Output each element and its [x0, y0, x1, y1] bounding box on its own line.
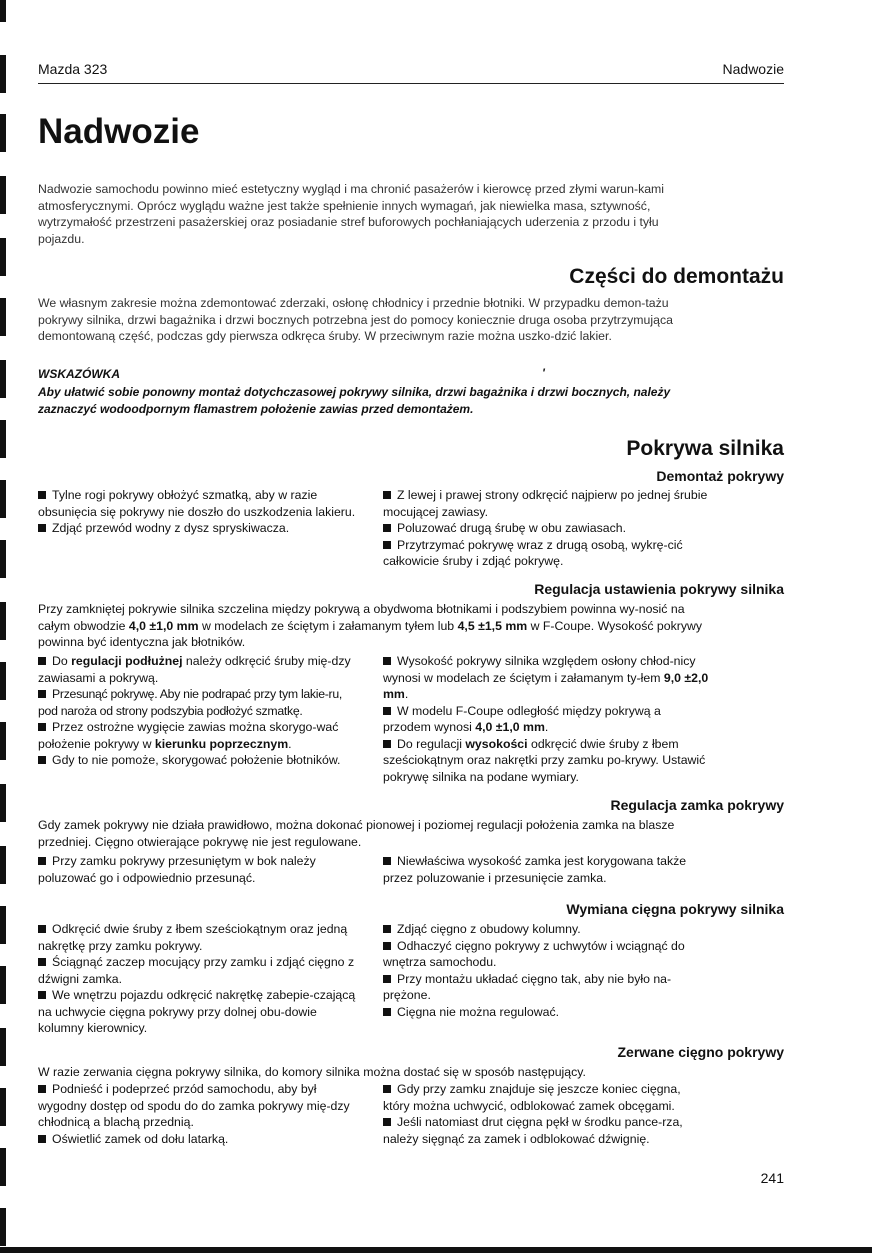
bullet-icon	[38, 723, 46, 731]
binding-mark	[0, 238, 6, 276]
list-item: Tylne rogi pokrywy obłożyć szmatką, aby w razie obsunięcia się pokrywy nie doszło do uszkodzenia lakieru.	[38, 488, 356, 519]
note-text: Aby ułatwić sobie ponowny montaż dotychczasowej pokrywy silnika, drzwi bagażnika i drzwi bocznych, należy zaznaczyć wodoodpornym flamastrem położenie zawias przed demontażem.	[38, 385, 671, 416]
bullet-icon	[383, 857, 391, 865]
heading-czesci: Części do demontażu	[569, 265, 784, 288]
zerwane-intro: W razie zerwania cięgna pokrywy silnika, do komory silnika można dostać się w sposób następujący.	[38, 1065, 586, 1079]
bullet-icon	[383, 1008, 391, 1016]
zamek-left	[38, 853, 364, 886]
zerwane-right	[383, 1081, 709, 1147]
header-rule	[38, 83, 784, 84]
heading-regulacja: Regulacja ustawienia pokrywy silnika	[534, 581, 784, 597]
binding-mark	[0, 420, 6, 458]
bullet-icon	[38, 991, 46, 999]
heading-demontaz: Demontaż pokrywy	[656, 468, 784, 484]
list-item: Do regulacji wysokości odkręcić dwie śruby z łbem sześciokątnym oraz nakrętki przy zamku po-krywy. Ustawić pokrywę silnika na podane wymiary.	[383, 736, 706, 784]
list-item: Poluzować drugą śrubę w obu zawiasach.	[383, 520, 709, 537]
binding-mark	[0, 0, 6, 22]
binding-mark	[0, 298, 6, 336]
binding-mark	[0, 540, 6, 578]
bullet-icon	[383, 975, 391, 983]
list-item: Zdjąć przewód wodny z dysz spryskiwacza.	[38, 520, 364, 537]
stray-tick: '	[542, 366, 545, 380]
list-item: Przy montażu układać cięgno tak, aby nie było na-prężone.	[383, 971, 672, 1002]
list-item: Podnieść i podeprzeć przód samochodu, aby był wygodny dostęp od spodu do do zamka pokrywy mię-dzy chłodnicą a blachą przednią.	[38, 1082, 350, 1129]
list-item: Zdjąć cięgno z obudowy kolumny.	[383, 921, 709, 938]
list-item: Odkręcić dwie śruby z łbem sześciokątnym oraz jedną nakrętkę przy zamku pokrywy.	[38, 922, 348, 953]
bullet-icon	[383, 1085, 391, 1093]
header-left: Mazda 323	[38, 61, 108, 77]
list-item: Gdy to nie pomoże, skorygować położenie błotników.	[38, 752, 364, 769]
list-item: Wysokość pokrywy silnika względem osłony chłod-nicy wynosi w modelach ze ściętym i załamanym ty-łem 9,0 ±2,0 mm.	[383, 654, 709, 701]
zamek-right	[383, 853, 709, 886]
heading-zamek: Regulacja zamka pokrywy	[610, 797, 784, 813]
list-item: Ściągnąć zaczep mocujący przy zamku i zdjąć cięgno z dźwigni zamka.	[38, 955, 355, 986]
bottom-edge	[0, 1247, 872, 1253]
bullet-icon	[383, 707, 391, 715]
binding-mark	[0, 846, 6, 884]
regulacja-left	[38, 653, 364, 769]
bullet-icon	[38, 958, 46, 966]
binding-mark	[0, 55, 6, 93]
heading-zerwane: Zerwane cięgno pokrywy	[617, 1044, 784, 1060]
bullet-icon	[383, 657, 391, 665]
czesci-paragraph: We własnym zakresie można zdemontować zderzaki, osłonę chłodnicy i przednie błotniki. W przypadku demon-tażu pokrywy silnika, drzwi bagażnika i drzwi bocznych potrzebna jest do pomocy koniecznie druga osoba przytrzymująca demontowaną część, podczas gdy pierwsza odkręca śruby. W przeciwnym razie można uszko-dzić lakier.	[38, 296, 673, 343]
header-right: Nadwozie	[722, 61, 784, 77]
list-item: Gdy przy zamku znajduje się jeszcze koniec cięgna, który można uchwycić, odblokować zamek obcęgami.	[383, 1082, 681, 1113]
list-item: Przytrzymać pokrywę wraz z drugą osobą, wykrę-cić całkowicie śruby i zdjąć pokrywę.	[383, 537, 683, 568]
bullet-icon	[38, 756, 46, 764]
list-item: W modelu F-Coupe odległość między pokrywą a przodem wynosi 4,0 ±1,0 mm.	[383, 703, 661, 734]
binding-mark	[0, 722, 6, 760]
binding-mark	[0, 480, 6, 518]
bullet-icon	[383, 491, 391, 499]
zamek-intro: Gdy zamek pokrywy nie działa prawidłowo, można dokonać pionowej i poziomej regulacji położenia zamka na blasze przedniej. Cięgno otwierające pokrywę nie jest regulowane.	[38, 818, 675, 849]
bullet-icon	[383, 925, 391, 933]
binding-mark	[0, 114, 6, 152]
bullet-icon	[38, 925, 46, 933]
running-header	[38, 61, 784, 81]
binding-mark	[0, 966, 6, 1004]
binding-mark	[0, 1088, 6, 1126]
list-item: We wnętrzu pojazdu odkręcić nakrętkę zabepie-czającą na uchwycie cięgna pokrywy przy dolnej obu-dowie kolumny kierownicy.	[38, 988, 356, 1035]
binding-mark	[0, 602, 6, 640]
page-number: 241	[760, 1170, 784, 1186]
list-item: Oświetlić zamek od dołu latarką.	[38, 1131, 364, 1148]
wymiana-left	[38, 921, 364, 1037]
bullet-icon	[383, 541, 391, 549]
regulacja-right	[383, 653, 709, 785]
list-item: Przy zamku pokrywy przesuniętym w bok należy poluzować go i odpowiednio przesunąć.	[38, 854, 316, 885]
bullet-icon	[383, 524, 391, 532]
list-item: Niewłaściwa wysokość zamka jest korygowana także przez poluzowanie i przesunięcie zamka.	[383, 854, 687, 885]
page-title: Nadwozie	[38, 112, 200, 151]
bullet-icon	[383, 740, 391, 748]
list-item: Cięgna nie można regulować.	[383, 1004, 709, 1021]
bullet-icon	[383, 942, 391, 950]
binding-mark	[0, 662, 6, 700]
wymiana-right	[383, 921, 709, 1020]
list-item: Jeśli natomiast drut cięgna pękł w środku pance-rza, należy sięgnąć za zamek i odblokować dźwignię.	[383, 1115, 683, 1146]
list-item: Z lewej i prawej strony odkręcić najpierw po jednej śrubie mocującej zawiasy.	[383, 488, 708, 519]
binding-mark	[0, 906, 6, 944]
bullet-icon	[383, 1118, 391, 1126]
binding-mark	[0, 1148, 6, 1186]
binding-mark	[0, 784, 6, 822]
note-label: WSKAZÓWKA	[38, 367, 120, 381]
bullet-icon	[38, 657, 46, 665]
bullet-icon	[38, 857, 46, 865]
bullet-icon	[38, 491, 46, 499]
bullet-icon	[38, 1085, 46, 1093]
list-item: Przez ostrożne wygięcie zawias można skorygo-wać położenie pokrywy w kierunku poprzecznym.	[38, 720, 339, 751]
bullet-icon	[38, 524, 46, 532]
regulacja-intro: Przy zamkniętej pokrywie silnika szczelina między pokrywą a obydwoma błotnikami i podszybiem powinna wy-nosić na całym obwodzie 4,0 ±1,0 mm w modelach ze ściętym i załamanym tyłem lub 4,5 ±1,5 mm w F-Coupe. Wysokość pokrywy powinna być identyczna jak błotników.	[38, 602, 703, 649]
binding-mark	[0, 1208, 6, 1246]
binding-mark	[0, 360, 6, 398]
binding-mark	[0, 176, 6, 214]
list-item: Do regulacji podłużnej należy odkręcić śruby mię-dzy zawiasami a pokrywą.	[38, 654, 351, 685]
intro-paragraph: Nadwozie samochodu powinno mieć estetyczny wygląd i ma chronić pasażerów i kierowcę przed złymi warun-kami atmosferycznymi. Oprócz wyglądu ważne jest także spełnienie innych wymagań, jak niewielka masa, sztywność, wytrzymałość przestrzeni pasażerskiej oraz posiadanie stref buforowych pochłaniających uderzenia z przodu i tyłu pojazdu.	[38, 182, 665, 246]
heading-pokrywa: Pokrywa silnika	[626, 437, 784, 460]
zerwane-left	[38, 1081, 364, 1147]
demontaz-right	[383, 487, 709, 570]
demontaz-left	[38, 487, 364, 537]
list-item: Przesunąć pokrywę. Aby nie podrapać przy tym lakie-ru, pod naroża od strony podszybia podłożyć szmatkę.	[38, 687, 342, 718]
bullet-icon	[38, 690, 46, 698]
list-item: Odhaczyć cięgno pokrywy z uchwytów i wciągnąć do wnętrza samochodu.	[383, 938, 685, 969]
binding-mark	[0, 1028, 6, 1066]
bullet-icon	[38, 1135, 46, 1143]
heading-wymiana: Wymiana cięgna pokrywy silnika	[566, 901, 784, 917]
